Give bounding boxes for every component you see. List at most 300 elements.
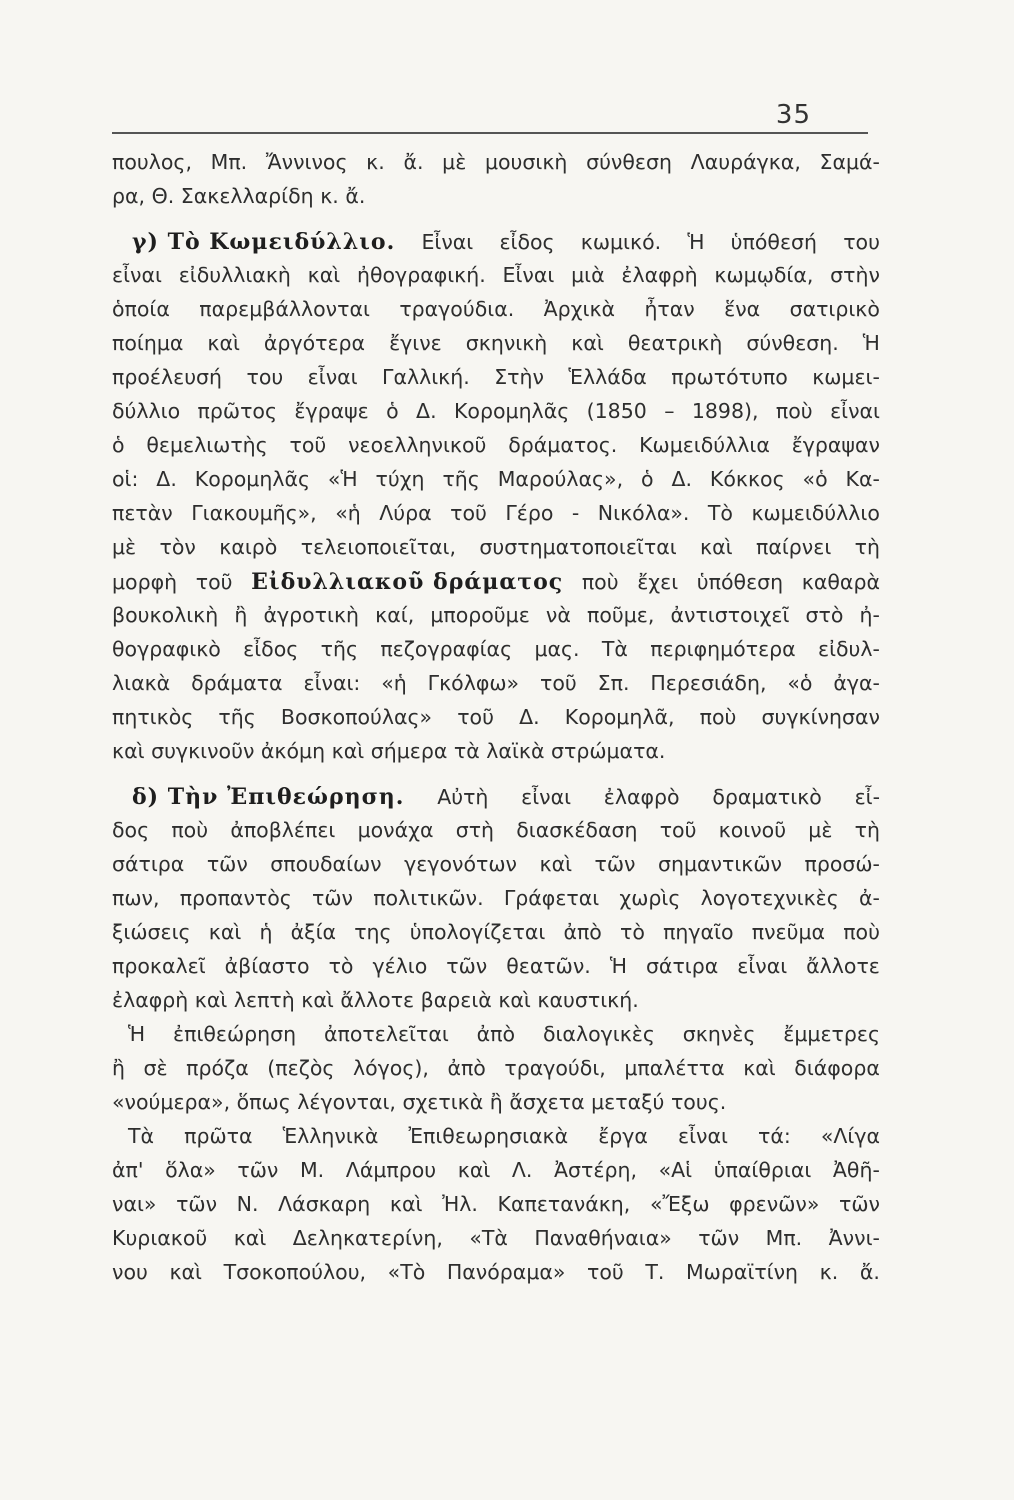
word: πρωτότυπο	[671, 365, 788, 389]
word: μονάχα	[357, 818, 434, 842]
word: Ἑλληνικὰ	[282, 1124, 379, 1148]
word: Αὐτὴ	[437, 785, 489, 809]
word: ἡ	[259, 920, 273, 944]
word: τελειοποιεῖται,	[300, 535, 456, 559]
word: κ.	[366, 150, 385, 174]
word: Τὸ	[707, 501, 733, 525]
word: Σακελλαρίδη	[180, 184, 314, 208]
word: σατιρικὸ	[789, 297, 880, 321]
word: ἀπ'	[112, 1158, 144, 1182]
word: τά:	[758, 1124, 791, 1148]
word: ἀπὸ	[476, 1022, 516, 1046]
word: Εἶναι	[502, 263, 555, 287]
word: Πανόραμα»	[446, 1260, 566, 1284]
word: Γέρο	[505, 501, 554, 525]
word: ἐλαφρὴ	[621, 263, 698, 287]
word: ἀγα-	[833, 671, 880, 695]
text-line	[112, 1226, 880, 1260]
word: νὰ	[545, 603, 571, 627]
word: ἔγινε	[389, 331, 442, 355]
word: ἢ	[489, 1090, 503, 1114]
word: Ἡ	[687, 230, 705, 254]
word: λόγος),	[352, 1056, 429, 1080]
word: ἠθογραφική.	[356, 263, 486, 287]
word: παίρνει	[755, 535, 832, 559]
word: καὶ	[301, 988, 334, 1012]
word: καὶ	[539, 852, 573, 876]
word: τοῦ	[587, 1260, 624, 1284]
word: καὶ	[233, 1226, 267, 1250]
text-line	[112, 1158, 880, 1192]
word: «Τὰ	[469, 1226, 508, 1250]
word: συγκινοῦν	[151, 739, 255, 763]
word: τους.	[670, 1090, 727, 1114]
word: στὴν	[830, 263, 880, 287]
header-rule	[112, 132, 868, 134]
word: ποῦμε,	[586, 603, 655, 627]
word: πετὰν	[112, 501, 173, 525]
word: «ὁ	[802, 467, 828, 491]
word: δύλλιο	[112, 399, 181, 423]
word: κ.	[320, 184, 339, 208]
word: ἐλαφρὸ	[603, 785, 680, 809]
word: νεοελληνικοῦ	[348, 433, 487, 457]
word: (πεζὸς	[267, 1056, 335, 1080]
word: Ἀρχικὰ	[543, 297, 616, 321]
word: εἰδυλ-	[818, 637, 880, 661]
word: ἀργότερα	[263, 331, 366, 355]
word: –	[664, 399, 675, 423]
word: Τ.	[645, 1260, 665, 1284]
word: καὶ	[307, 263, 341, 287]
word: προπαντὸς	[179, 886, 292, 910]
word: πολιτικῶν.	[373, 886, 484, 910]
word: τοῦ	[540, 671, 577, 695]
word: εἶδος	[243, 637, 299, 661]
text-line	[112, 637, 880, 671]
text-line	[112, 1022, 880, 1056]
word: ὑπαίθριαι	[713, 1158, 812, 1182]
word: Κορομηλᾶς	[453, 399, 570, 423]
word: τὴ	[854, 818, 880, 842]
word: συστηματοποιεῖται	[479, 535, 677, 559]
word: Παναθήναια»	[534, 1226, 672, 1250]
word: Μπ.	[210, 150, 248, 174]
word: παρεμβάλλονται	[199, 297, 370, 321]
word: τοῦ	[450, 501, 487, 525]
word: «Ἔξω	[649, 1192, 710, 1216]
word: Λαυράγκα,	[690, 150, 801, 174]
word: Μωραϊτίνη	[686, 1260, 799, 1284]
word: Ἡ	[609, 954, 627, 978]
text-line	[112, 671, 880, 705]
word: Λ.	[511, 1158, 533, 1182]
word: τῶν	[176, 1192, 218, 1216]
word: μουσικὴ	[484, 150, 568, 174]
word: Ν.	[236, 1192, 259, 1216]
word: καὶ	[208, 920, 242, 944]
word: ἕνα	[724, 297, 761, 321]
word: ὅπως	[236, 1090, 291, 1114]
word: κωμικό.	[580, 230, 662, 254]
word: δράματος.	[508, 433, 618, 457]
word: ἀντιστοιχεῖ	[670, 603, 790, 627]
word: κοινοῦ	[718, 818, 787, 842]
word: ὑπόθεση	[696, 570, 784, 594]
word: ὅλα»	[165, 1158, 216, 1182]
word: «ὁ	[787, 671, 813, 695]
word: διαλογικὲς	[542, 1022, 655, 1046]
word: τῶν	[206, 852, 248, 876]
word: του	[843, 230, 880, 254]
word: λογοτεχνικὲς	[700, 886, 839, 910]
word: θογραφικὸ	[112, 637, 221, 661]
word: νου	[112, 1260, 148, 1284]
word: ρα,	[112, 184, 146, 208]
word: «ἡ	[381, 671, 407, 695]
text-line	[112, 184, 880, 218]
text-line	[112, 988, 880, 1022]
word: Γκόλφω»	[427, 671, 520, 695]
word: τὴ	[854, 535, 880, 559]
word: προσώ-	[804, 852, 880, 876]
word: τῶν	[446, 954, 488, 978]
word: σύνθεση.	[746, 331, 839, 355]
word: Δ.	[519, 705, 540, 729]
word: ποὺ	[775, 399, 813, 423]
word: ἄλλοτε	[806, 954, 880, 978]
word: θεατρικὴ	[627, 331, 723, 355]
word: Ἀννι-	[828, 1226, 880, 1250]
text-line	[112, 784, 880, 818]
word: διασκέδαση	[516, 818, 638, 842]
word: Ἡ	[862, 331, 880, 355]
word: ποὺ	[843, 920, 880, 944]
word: εἶδος	[499, 230, 555, 254]
word: Ἑλλάδα	[568, 365, 647, 389]
word: Μ.	[299, 1158, 325, 1182]
word: του	[246, 365, 284, 389]
word: διάφορα	[794, 1056, 880, 1080]
word: Ἀθῆ-	[832, 1158, 880, 1182]
word: Μπ.	[765, 1226, 803, 1250]
text-line	[112, 920, 880, 954]
word: σκηνικὴ	[465, 331, 548, 355]
word: ἀποβλέπει	[230, 818, 336, 842]
word: πρῶτος	[197, 399, 277, 423]
word: Λάμπρου	[345, 1158, 437, 1182]
text-line	[112, 1192, 880, 1226]
word: πρόζα	[186, 1056, 249, 1080]
word: καὶ	[571, 331, 604, 355]
word: τῆς	[218, 705, 256, 729]
word: σήμερα	[370, 739, 448, 763]
word: ἄ.	[345, 184, 366, 208]
word: σκηνὲς	[682, 1022, 756, 1046]
word: καὶ	[389, 1192, 423, 1216]
text-line	[112, 535, 880, 569]
word: ἀγροτικὴ	[263, 603, 360, 627]
word: δράματα	[191, 671, 283, 695]
word: «Αἱ	[658, 1158, 693, 1182]
word: ἔγραψαν	[791, 433, 880, 457]
word: καὶ	[498, 988, 531, 1012]
text-line	[112, 1090, 880, 1124]
word: ἀβίαστο	[224, 954, 310, 978]
word: λαϊκὰ	[486, 739, 545, 763]
word: μιὰ	[571, 263, 605, 287]
word: Ἐπιθεωρησιακὰ	[408, 1124, 569, 1148]
word: ποὺ	[171, 818, 209, 842]
word: τοῦ	[659, 818, 697, 842]
word: τῆς	[442, 467, 480, 491]
word: καὶ	[194, 988, 228, 1012]
word: τῶν	[237, 1158, 279, 1182]
word: ἀπὸ	[563, 920, 602, 944]
word: Ἀστέρη,	[554, 1158, 637, 1182]
word: Γαλλική.	[382, 365, 470, 389]
text-line	[112, 331, 880, 365]
word: σάτιρα	[645, 954, 719, 978]
word: ἔμμετρες	[783, 1022, 880, 1046]
word: τὰ	[453, 739, 480, 763]
word: ἀξία	[290, 920, 337, 944]
text-line	[112, 1056, 880, 1090]
word: ἔγραψε	[294, 399, 369, 423]
word: κ.	[819, 1260, 839, 1284]
word: ἠ-	[859, 603, 880, 627]
word: ὁποία	[112, 297, 170, 321]
word: Κωμειδύλλια	[639, 433, 770, 457]
word: εἶναι	[830, 399, 880, 423]
word: ἐλαφρὴ	[112, 988, 189, 1012]
word: Δ.	[156, 467, 177, 491]
word: ἄ.	[859, 1260, 880, 1284]
word: καθαρὰ	[801, 570, 880, 594]
word: Τὰ	[601, 637, 628, 661]
word: ἀπὸ	[447, 1056, 486, 1080]
word: πων,	[112, 886, 160, 910]
word: δραματικὸ	[712, 785, 822, 809]
word: τῆς	[320, 637, 358, 661]
word: τῶν	[839, 1192, 880, 1216]
body-text	[112, 150, 880, 1294]
word: θεατῶν.	[506, 954, 591, 978]
text-line	[112, 739, 880, 773]
word: θεμελιωτὴς	[146, 433, 268, 457]
text-line	[112, 399, 880, 433]
word: ἔργα	[598, 1124, 648, 1148]
word: ἢ	[112, 1056, 125, 1080]
text-line	[112, 467, 880, 501]
word: τοῦ	[289, 433, 327, 457]
page-number: 35	[775, 100, 811, 130]
section-gap	[112, 773, 880, 784]
word: λιακὰ	[112, 671, 171, 695]
word: πρῶτα	[184, 1124, 253, 1148]
word: εἶναι	[307, 365, 358, 389]
word: βαρειὰ	[420, 988, 492, 1012]
word: Εἶναι	[421, 230, 474, 254]
word: ναι»	[112, 1192, 157, 1216]
word: Ἠλ.	[442, 1192, 478, 1216]
word: «Λίγα	[820, 1124, 880, 1148]
word: τὸν	[159, 535, 196, 559]
word: 1898),	[691, 399, 759, 423]
word: καὶ	[331, 739, 365, 763]
word: τοῦ	[195, 570, 233, 594]
word: μπαλέττα	[624, 1056, 725, 1080]
word: μορφὴ	[112, 570, 178, 594]
word: Κυριακοῦ	[112, 1226, 208, 1250]
word: ἀκόμη	[260, 739, 326, 763]
word: πεζογραφίας	[380, 637, 513, 661]
word: καυστική.	[537, 988, 639, 1012]
word: Κα-	[845, 467, 880, 491]
word: καὶ	[112, 739, 145, 763]
word: καὶ	[207, 331, 240, 355]
word: «Ἡ	[327, 467, 358, 491]
word: σημαντικῶν	[658, 852, 782, 876]
word: Λύρα	[379, 501, 432, 525]
word: σπουδαίων	[270, 852, 382, 876]
text-line	[112, 150, 880, 184]
word: εἶ-	[854, 785, 880, 809]
word: στρώματα.	[551, 739, 666, 763]
word: οἱ:	[112, 467, 139, 491]
word: εἶναι	[737, 954, 788, 978]
word: «ἡ	[335, 501, 361, 525]
word: στὴ	[455, 818, 495, 842]
word: λέγονται,	[297, 1090, 396, 1114]
word: ὑπόθεσή	[730, 230, 818, 254]
word: Νικόλα».	[597, 501, 690, 525]
word: ποὺ	[581, 570, 619, 594]
text-line	[112, 297, 880, 331]
word: εἶναι:	[303, 671, 361, 695]
word: Στὴν	[494, 365, 544, 389]
word: Σπ.	[597, 671, 630, 695]
word: γέλιο	[372, 954, 428, 978]
word: Μαρούλας»,	[497, 467, 624, 491]
word: Βοσκοπούλας»	[280, 705, 433, 729]
word: τὸ	[620, 920, 645, 944]
word: κωμει-	[812, 365, 880, 389]
word: βουκολικὴ	[112, 603, 219, 627]
text-line	[112, 886, 880, 920]
word: τὸ	[328, 954, 354, 978]
word: ἔχει	[637, 570, 679, 594]
word: Περεσιάδη,	[650, 671, 767, 695]
word: ποὺ	[699, 705, 737, 729]
text-line	[112, 229, 880, 263]
word: Κορομηλᾶς	[194, 467, 311, 491]
word: «νούμερα»,	[112, 1090, 231, 1114]
text-line	[112, 705, 880, 739]
word: (1850	[586, 399, 647, 423]
word: καί,	[375, 603, 415, 627]
word: εἶναι	[521, 785, 572, 809]
word: ἢ	[234, 603, 248, 627]
word: ὁ	[386, 399, 399, 423]
word: ὑπολογίζεται	[409, 920, 546, 944]
word: πουλος,	[112, 150, 192, 174]
text-line	[112, 433, 880, 467]
word: Τὰ	[128, 1124, 155, 1148]
word: Σαμά-	[819, 150, 880, 174]
word: ξιώσεις	[112, 920, 191, 944]
word: καιρὸ	[219, 535, 278, 559]
word: ἄσχετα	[509, 1090, 585, 1114]
text-line	[112, 852, 880, 886]
word: τῶν	[312, 886, 353, 910]
word: ἦταν	[644, 297, 695, 321]
word: της	[354, 920, 392, 944]
word: ὁ	[112, 433, 125, 457]
word: εἶναι	[112, 263, 162, 287]
word: τοῦ	[457, 705, 494, 729]
word: γεγονότων	[404, 852, 517, 876]
word: προκαλεῖ	[112, 954, 206, 978]
word: τύχη	[375, 467, 425, 491]
word: Λάσκαρη	[278, 1192, 371, 1216]
word: ἀ-	[859, 886, 880, 910]
word: χωρὶς	[619, 886, 681, 910]
word: Καπετανάκη,	[497, 1192, 631, 1216]
word: ἄ.	[403, 150, 424, 174]
section-gap	[112, 218, 880, 229]
word: Κορομηλᾶ,	[564, 705, 675, 729]
word: λεπτὴ	[233, 988, 295, 1012]
word: Δ.	[671, 467, 692, 491]
word: τῶν	[594, 852, 636, 876]
text-line	[112, 954, 880, 988]
section-heading: δ) Τὴν Ἐπιθεώρηση.	[132, 784, 405, 810]
word: μας.	[534, 637, 580, 661]
text-line	[112, 569, 880, 603]
word: Γιακουμῆς»,	[191, 501, 317, 525]
word: συγκίνησαν	[761, 705, 880, 729]
word: κωμειδύλλιο	[751, 501, 880, 525]
word: πνεῦμα	[751, 920, 826, 944]
word: καὶ	[700, 535, 733, 559]
word: πητικὸς	[112, 705, 194, 729]
word: τραγούδι,	[504, 1056, 606, 1080]
word: καὶ	[457, 1158, 491, 1182]
word: πηγαῖο	[663, 920, 734, 944]
word: Κόκκος	[709, 467, 785, 491]
word: σὲ	[143, 1056, 168, 1080]
word: μὲ	[808, 818, 833, 842]
word: μὲ	[442, 150, 467, 174]
word: σύνθεση	[586, 150, 672, 174]
word: σάτιρα	[112, 852, 185, 876]
text-line	[112, 365, 880, 399]
text-line	[112, 1124, 880, 1158]
text-line	[112, 263, 880, 297]
word: Δεληκατερίνη,	[292, 1226, 443, 1250]
word: ποίημα	[112, 331, 184, 355]
word: Τσοκοπούλου,	[223, 1260, 367, 1284]
word: Γράφεται	[503, 886, 600, 910]
word: Θ.	[151, 184, 175, 208]
word: μεταξύ	[591, 1090, 665, 1114]
word: μὲ	[112, 535, 137, 559]
word: φρενῶν»	[729, 1192, 820, 1216]
word: τραγούδια.	[399, 297, 515, 321]
word: προέλευσή	[112, 365, 223, 389]
word: ἄλλοτε	[340, 988, 415, 1012]
